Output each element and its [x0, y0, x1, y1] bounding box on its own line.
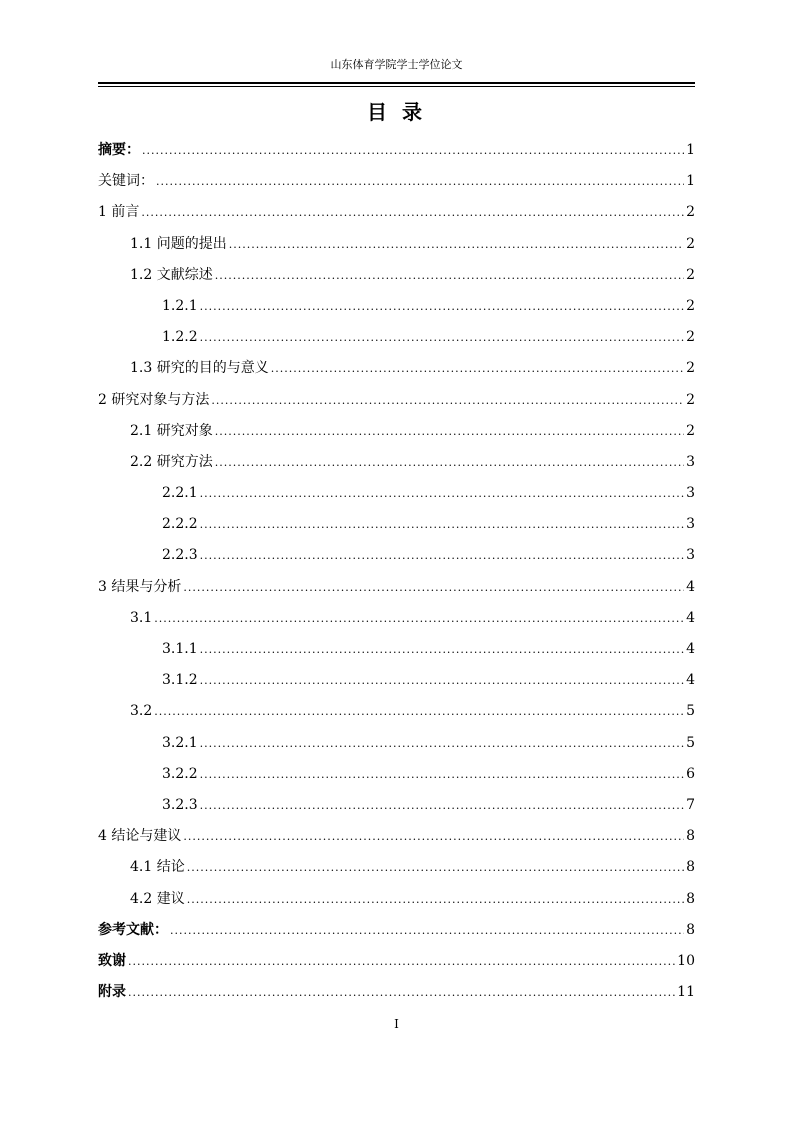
toc-entry-title: 3.2.2	[162, 765, 198, 782]
toc-dot-leader	[200, 513, 684, 537]
toc-entry[interactable]	[98, 356, 695, 387]
toc-dot-leader	[215, 451, 684, 475]
toc-entry[interactable]	[98, 388, 695, 419]
toc-dot-leader	[142, 139, 684, 163]
toc-entry-page: 2	[686, 204, 695, 221]
toc-entry[interactable]	[98, 637, 695, 668]
toc-entry-page: 5	[686, 734, 695, 751]
toc-entry-page: 2	[686, 360, 695, 377]
toc-entry-page: 3	[686, 516, 695, 533]
toc-dot-leader	[271, 357, 684, 381]
toc-entry-title: 2.2.1	[162, 485, 198, 502]
toc-dot-leader	[183, 825, 684, 849]
toc-entry-title: 2.2.3	[162, 547, 198, 564]
toc-entry[interactable]	[98, 887, 695, 918]
toc-entry-title: 3.1.2	[162, 672, 198, 689]
toc-dot-leader	[187, 888, 684, 912]
toc-entry[interactable]	[98, 200, 695, 231]
header-rule-thick	[98, 82, 695, 84]
toc-dot-leader	[215, 420, 684, 444]
toc-entry-page: 11	[677, 984, 695, 1001]
toc-dot-leader	[200, 482, 684, 506]
toc-entry-title: 2.2 研究方法	[130, 453, 213, 470]
toc-entry-title: 4.2 建议	[130, 890, 185, 907]
toc-entry-title: 2.2.2	[162, 516, 198, 533]
toc-entry-page: 1	[686, 142, 695, 158]
toc-dot-leader	[200, 326, 684, 350]
toc-dot-leader	[170, 919, 684, 943]
toc-entry-page: 4	[686, 641, 695, 657]
toc-entry[interactable]	[98, 481, 695, 512]
toc-entry-title: 参考文献：	[98, 921, 168, 938]
toc-entry-page: 6	[686, 765, 695, 782]
toc-entry[interactable]	[98, 232, 695, 263]
header-rule-thin	[98, 86, 695, 87]
toc-dot-leader	[200, 638, 684, 662]
toc-entry[interactable]	[98, 419, 695, 450]
toc-entry[interactable]	[98, 606, 695, 637]
toc-entry[interactable]	[98, 762, 695, 793]
toc-entry-title: 1.2.2	[162, 329, 198, 346]
toc-dot-leader	[200, 669, 684, 693]
toc-entry-page: 3	[686, 485, 695, 502]
toc-dot-leader	[156, 170, 684, 194]
toc-dot-leader	[200, 544, 684, 568]
toc-entry-page: 3	[686, 547, 695, 564]
toc-entry-page: 4	[686, 672, 695, 689]
toc-entry[interactable]	[98, 512, 695, 543]
toc-dot-leader	[215, 264, 684, 288]
page-number: I	[394, 1017, 399, 1031]
toc-entry-page: 10	[677, 952, 695, 969]
toc-entry[interactable]	[98, 855, 695, 886]
toc-dot-leader	[183, 576, 684, 600]
toc-entry[interactable]	[98, 793, 695, 824]
toc-entry[interactable]	[98, 138, 695, 169]
running-header: 山东体育学院学士学位论文	[330, 58, 463, 71]
toc-entry-page: 8	[686, 890, 695, 907]
toc-entry-page: 2	[686, 422, 695, 439]
toc-dot-leader	[128, 950, 675, 974]
toc-dot-leader	[200, 295, 684, 319]
toc-entry-page: 8	[686, 828, 695, 845]
toc-entry[interactable]	[98, 918, 695, 949]
toc-entry-page: 2	[686, 391, 695, 408]
toc-entry-title: 2.1 研究对象	[130, 422, 213, 439]
toc-entry[interactable]	[98, 543, 695, 574]
toc-entry-title: 1.3 研究的目的与意义	[130, 360, 269, 377]
toc-entry[interactable]	[98, 263, 695, 294]
toc-entry-title: 3.2.3	[162, 796, 198, 813]
toc-dot-leader	[128, 981, 675, 1005]
toc-entry[interactable]	[98, 668, 695, 699]
toc-dot-leader	[200, 794, 684, 818]
toc-entry-title: 1 前言	[98, 204, 140, 221]
toc-dot-leader	[154, 607, 684, 631]
toc-entry-page: 3	[686, 453, 695, 470]
toc-dot-leader	[229, 233, 684, 257]
toc-entry-page: 4	[686, 578, 695, 595]
toc-entry[interactable]	[98, 294, 695, 325]
toc-entry-page: 5	[686, 703, 695, 720]
toc-entry[interactable]	[98, 699, 695, 730]
toc-entry-title: 4 结论与建议	[98, 828, 182, 845]
toc-entry-title: 3.1.1	[162, 641, 198, 657]
toc-dot-leader	[187, 856, 684, 880]
toc-entry[interactable]	[98, 824, 695, 855]
toc-entry-title: 1.1 问题的提出	[130, 235, 227, 252]
toc-entry-title: 关键词：	[98, 173, 154, 190]
toc-entry-title: 2 研究对象与方法	[98, 391, 210, 408]
toc-entry[interactable]	[98, 169, 695, 200]
toc-entry-title: 4.1 结论	[130, 859, 185, 876]
toc-entry[interactable]	[98, 450, 695, 481]
toc-entry-title: 摘要：	[98, 142, 140, 158]
toc-entry-page: 2	[686, 297, 695, 314]
toc-entry-title: 附录	[98, 984, 126, 1001]
toc-title: 目 录	[367, 100, 426, 124]
toc-dot-leader	[200, 732, 684, 756]
toc-entry-title: 3.1	[130, 609, 153, 626]
toc-entry[interactable]	[98, 731, 695, 762]
toc-dot-leader	[211, 389, 684, 413]
toc-entry-page: 2	[686, 235, 695, 252]
toc-entry-page: 2	[686, 266, 695, 283]
toc-entry-page: 4	[686, 609, 695, 626]
toc-entry-title: 致谢	[98, 952, 126, 969]
toc-entry[interactable]	[98, 575, 695, 606]
toc-entry[interactable]	[98, 949, 695, 980]
toc-entry-title: 1.2 文献综述	[130, 266, 213, 283]
toc-entry-page: 7	[686, 796, 695, 813]
toc-entry[interactable]	[98, 325, 695, 356]
toc-list	[98, 138, 695, 1011]
toc-dot-leader	[154, 700, 684, 724]
toc-dot-leader	[200, 763, 684, 787]
toc-dot-leader	[141, 201, 684, 225]
toc-entry-page: 8	[686, 859, 695, 876]
toc-entry-page: 8	[686, 921, 695, 938]
toc-entry-title: 1.2.1	[162, 297, 198, 314]
toc-entry-title: 3 结果与分析	[98, 578, 182, 595]
toc-entry-page: 2	[686, 329, 695, 346]
toc-entry-title: 3.2.1	[162, 734, 198, 751]
toc-entry-title: 3.2	[130, 703, 153, 720]
toc-entry-page: 1	[686, 173, 695, 190]
toc-entry[interactable]	[98, 980, 695, 1011]
